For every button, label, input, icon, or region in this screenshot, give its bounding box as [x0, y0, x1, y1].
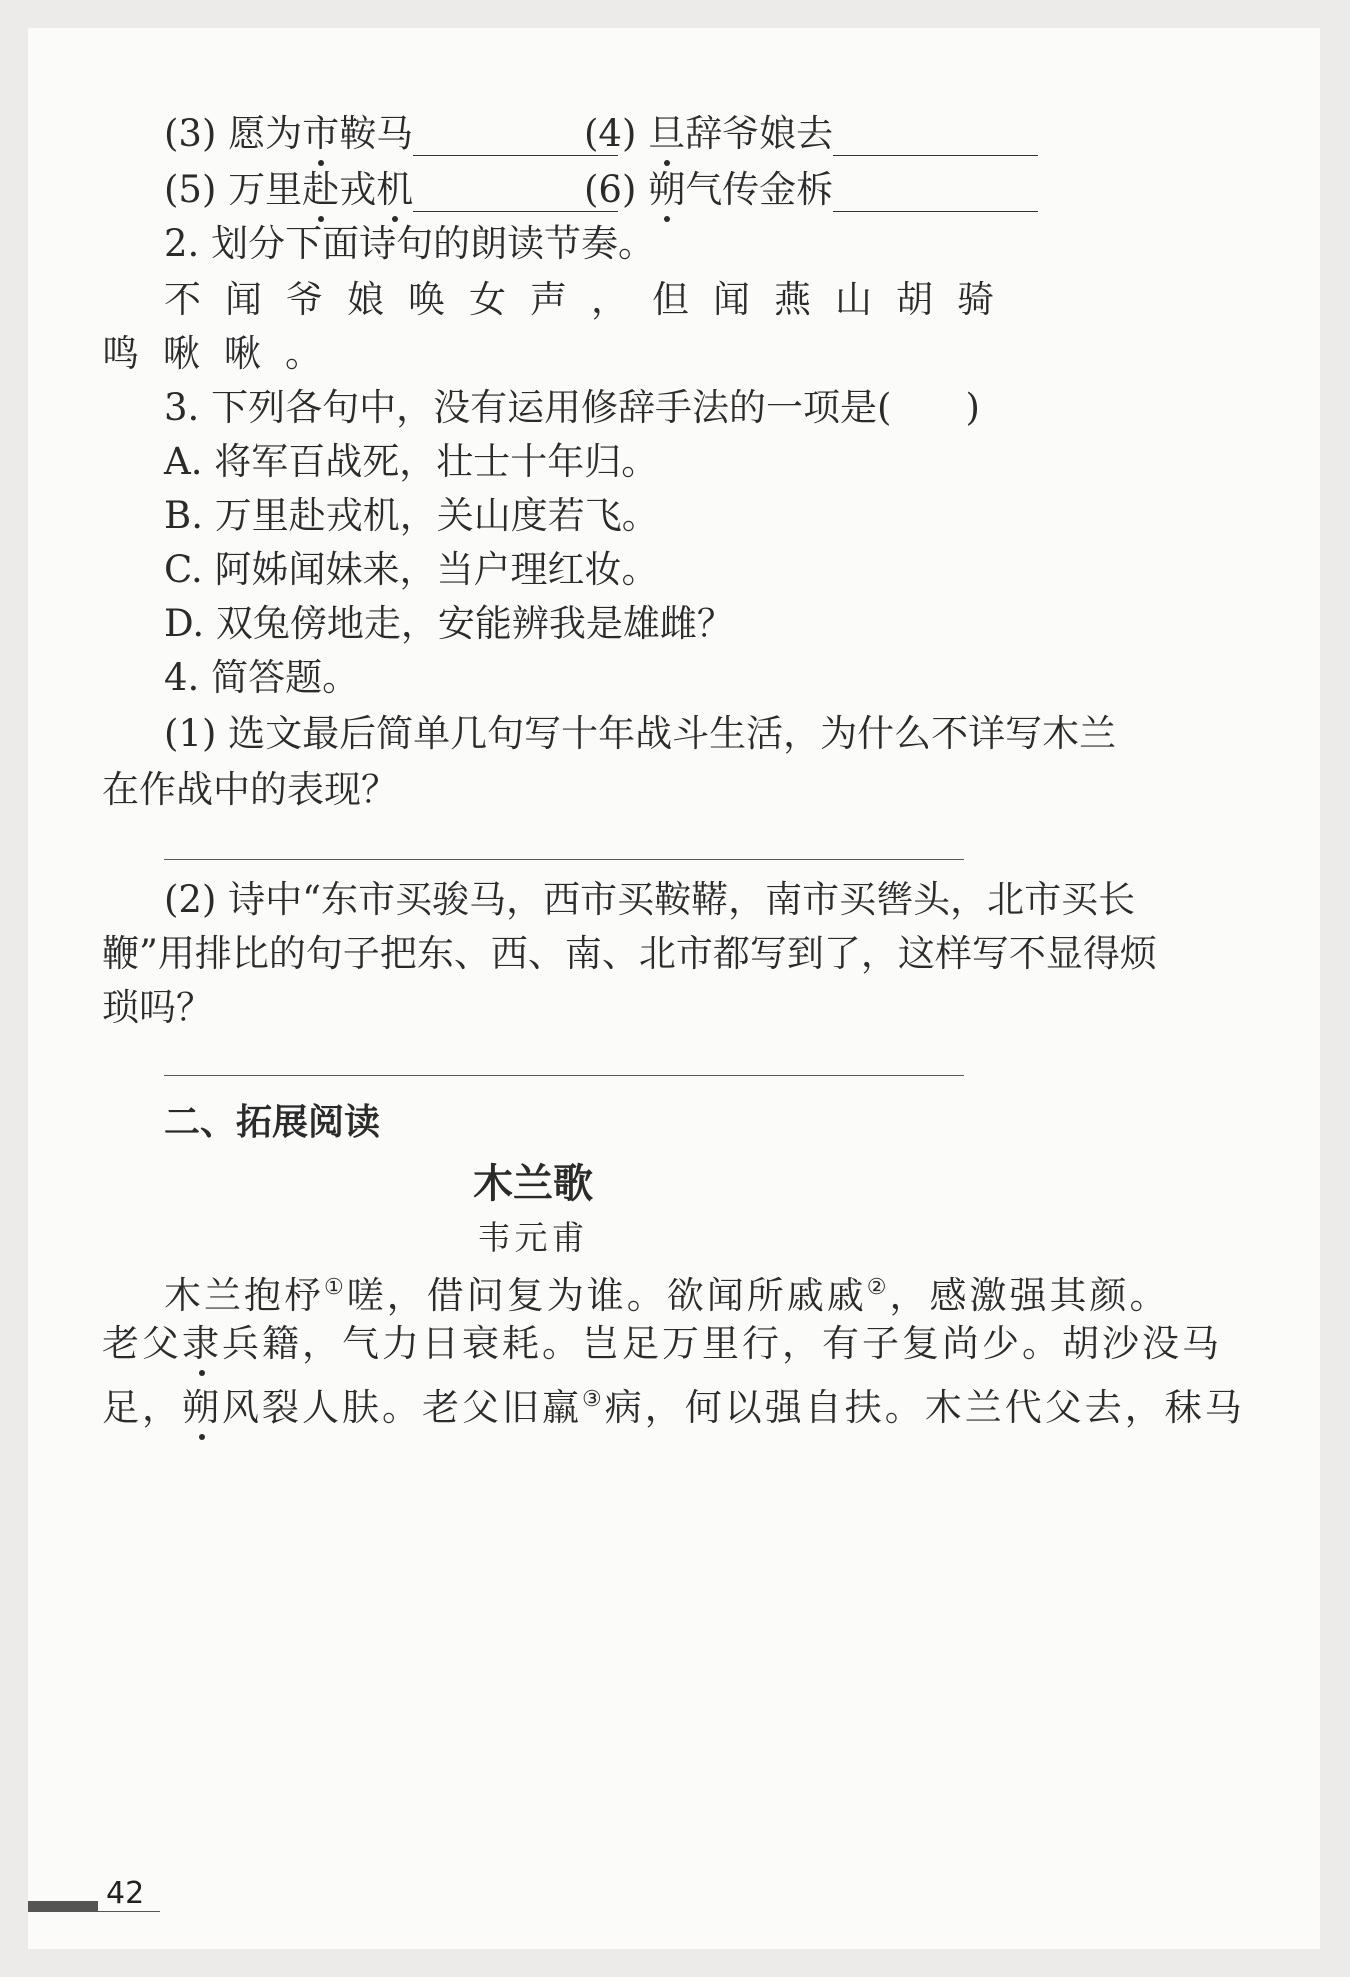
- q3-option-d: D. 双兔傍地走，安能辨我是雄雌？: [164, 602, 734, 645]
- q2-label: 2. 划分下面诗句的朗读节奏。: [164, 222, 656, 265]
- q4-sub1-line1: (1) 选文最后简单几句写十年战斗生活，为什么不详写木兰: [164, 712, 1117, 755]
- section-heading: 二、拓展阅读: [164, 1102, 381, 1143]
- answer-blank[interactable]: [833, 119, 1038, 156]
- footnote-marker: ③: [582, 1387, 605, 1412]
- q1-item-6: (6) 朔气传金柝: [584, 168, 1038, 212]
- q3-option-b: B. 万里赴戎机，关山度若飞。: [164, 494, 659, 537]
- poem-title: 木兰歌: [473, 1161, 593, 1207]
- poem-author: 韦元甫: [477, 1218, 589, 1257]
- q3-option-a: A. 将军百战死，壮士十年归。: [164, 440, 659, 483]
- poem-paragraph-line1: 木兰抱杼①嗟，借问复为谁。欲闻所戚戚②，感激强其颜。: [164, 1274, 1170, 1317]
- q3-option-c: C. 阿姊闻妹来，当户理红妆。: [164, 548, 659, 591]
- footnote-marker: ②: [866, 1275, 890, 1300]
- footer-rule: [28, 1911, 160, 1912]
- poem-paragraph-line2: 老父隶兵籍，气力日衰耗。岂足万里行，有子复尚少。胡沙没马: [102, 1322, 1222, 1365]
- q1-item-5: (5) 万里赴戎机: [164, 168, 618, 212]
- q4-label: 4. 简答题。: [164, 656, 360, 699]
- q4-sub2-line1: (2) 诗中“东市买骏马，西市买鞍鞯，南市买辔头，北市买长: [164, 878, 1136, 921]
- footer-bar: [28, 1901, 98, 1911]
- q4-sub2-line3: 琐吗？: [102, 986, 213, 1029]
- q4-sub2-line2: 鞭”用排比的句子把东、西、南、北市都写到了，这样写不显得烦: [102, 932, 1157, 975]
- answer-blank[interactable]: [833, 175, 1038, 212]
- page-number: 42: [106, 1876, 145, 1911]
- q1-item-3: (3) 愿为市鞍马: [164, 112, 618, 156]
- q1-item-4: (4) 旦辞爷娘去: [584, 112, 1038, 156]
- answer-line-2[interactable]: [164, 1075, 964, 1076]
- workbook-page: [28, 28, 1320, 1949]
- q2-poem-line1: 不闻爷娘唤女声，但闻燕山胡骑: [164, 278, 1018, 321]
- poem-paragraph-line3: 足，朔风裂人肤。老父旧羸③病，何以强自扶。木兰代父去，秣马: [102, 1386, 1245, 1429]
- footnote-marker: ①: [324, 1275, 347, 1300]
- q3-label: 3. 下列各句中，没有运用修辞手法的一项是( ): [164, 386, 980, 429]
- q2-poem-line2: 鸣啾啾。: [102, 332, 346, 375]
- q4-sub1-line2: 在作战中的表现？: [102, 768, 398, 811]
- answer-line-1[interactable]: [164, 859, 964, 860]
